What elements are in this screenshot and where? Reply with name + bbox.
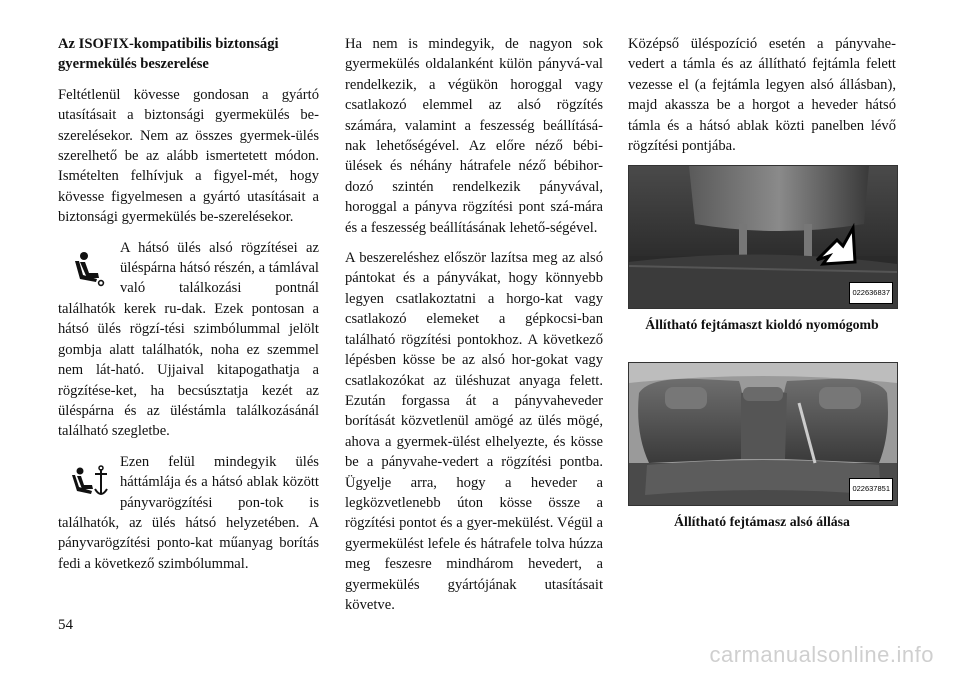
headrest-lowered-photo (628, 362, 898, 506)
column-left (58, 34, 319, 574)
image-code: 022636837 (849, 282, 893, 304)
heading-line-1: Az ISOFIX-kompatibilis biztonsági (58, 36, 279, 52)
paragraph: Ezen felül mindegyik ülés háttámlája és a hátsó ablak között pányvarögzítési pon-tok is találhatók, az ülés hátsó helyzetében. A pányvarögzítési ponto-kat műanyag borítás fedi a következő szimbólummal. (58, 453, 319, 572)
heading-line-2: gyermekülés beszerelése (58, 56, 209, 73)
image-code: 022637851 (849, 478, 893, 500)
photo-caption: Állítható fejtámasz alsó állása (674, 513, 850, 529)
page-number: 54 (58, 617, 73, 633)
child-seat-tether-anchor-icon (58, 454, 120, 512)
column-middle (345, 34, 603, 615)
paragraph: Feltétlenül kövesse gondosan a gyártó utasításait a biztonsági gyermekülés be-szerelésekor. Nem az összes gyermek-ülés szerelhető be az alább ismertetett módon. Ismételten felhívjuk a figyel-mét, hogy kövesse figyelmesen a gyártó utasításait a biztonsági gyermekülés be-szerelésekor. (58, 86, 319, 226)
watermark-text: carmanualsonline.info (709, 642, 934, 667)
paragraph: A hátsó ülés alsó rögzítései az üléspárna hátsó részén, a támlával való találkozási pontnál találhatók kerek ru-dak. Ezek pontosan a hátsó ülés rögzí-tési szimbólummal jelölt gombja alatt találhatók, noha ez szemmel nem lát-ható. Ujjaival kitapogathatja a rögzítése-ket, ha becsúsztatja kezét az üléspárna és az üléstámla találkozásánál található szegletbe. (58, 239, 319, 440)
paragraph: Középső üléspozíció esetén a pányvahe-vedert a támla és az állítható fejtámla felett vezesse el (a fejtámla legyen alsó állásban), majd akassza be a horgot a heveder hátsó támla és a hátsó ablak közti panelben lévő rögzítési pontjába. (628, 36, 896, 155)
section-heading (58, 34, 319, 75)
paragraph: Ha nem is mindegyik, de nagyon sok gyermekülés oldalanként külön pányvá-val rendelkezik, a végükön horoggal vagy csatlakozó elemmel az alsó rögzítés számára, valamint a feszesség beállításá-nak lehetőségével. Az előre néző bébi-ülések és néhány hátrafele néző bébihor-dozó szintén rendelkezik pányvával, horoggal a pányva rögzítési pont szá-mára és a feszesség beállításának lehető-ségével. (345, 36, 603, 236)
headrest-release-photo (628, 165, 898, 309)
child-seat-anchor-icon (58, 240, 120, 298)
paragraph: A beszereléshez először lazítsa meg az alsó pántokat és a pányvákat, hogy könnyebb legyen csatlakoztatni a horgo-kat vagy csatlakozó elemeket a gépkocsi-ban található rögzítési pontokhoz. A következő lépésben kösse be az alsó hor-gokat vagy csatlakozókat az üléshuzat anyaga felett. Ezután forgassa át a pányvaheveder borítását közvetlenül amögé az ülés mögé, ahova a gyermek-ülést elhelyezte, és kösse be a pányvahe-vedert a rögzítési pontba. Ügyelje arra, hogy a heveder a legközvetlenebb úton kösse össze a rögzítési pontot és a gyer-mekülést. Végül a gyermekülést lefele és hátrafele tolva húzza meg feszesre mindhárom hevedert, a gyermekülés gyártójának utasításait követve. (345, 250, 603, 613)
column-right (628, 34, 896, 532)
photo-caption: Állítható fejtámaszt kioldó nyomógomb (645, 317, 879, 333)
